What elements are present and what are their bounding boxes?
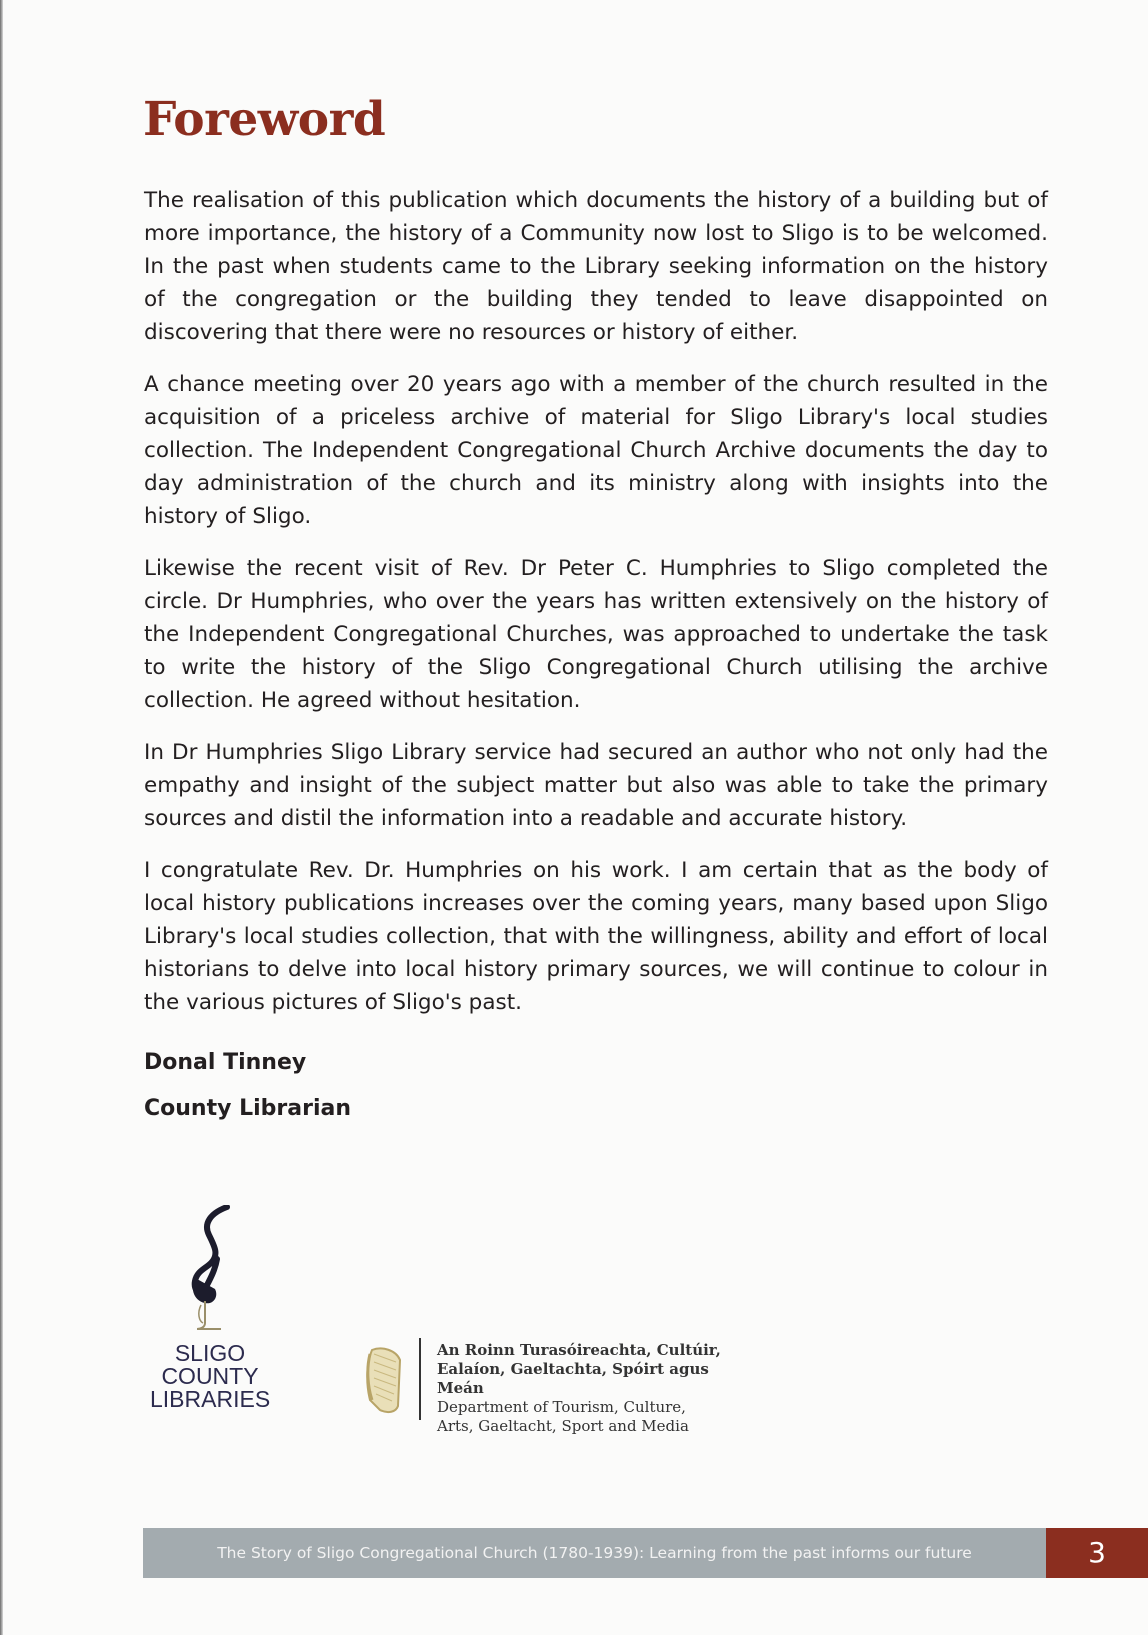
harp-icon xyxy=(362,1344,406,1416)
footer-title: The Story of Sligo Congregational Church (1780-1939): Learning from the past informs our future xyxy=(217,1544,972,1562)
heron-icon xyxy=(175,1205,245,1335)
paragraph-2: A chance meeting over 20 years ago with a member of the church resulted in the acquisition of a priceless archive of material for Sligo Library's local studies collection. The Independent Congregational Church Archive documents the day to day administration of the church and its ministry along with insights into the history of Sligo. xyxy=(144,372,1048,529)
department-irish-line-1: An Roinn Turasóireachta, Cultúir, xyxy=(437,1341,721,1359)
page-edge xyxy=(0,0,3,1635)
page-title: Foreword xyxy=(143,92,386,147)
page-number: 3 xyxy=(1088,1536,1106,1569)
page-number-box xyxy=(1046,1528,1148,1578)
department-logo xyxy=(362,1338,742,1435)
signatory-role: County Librarian xyxy=(144,1096,352,1121)
paragraph-3: Likewise the recent visit of Rev. Dr Peter C. Humphries to Sligo completed the circle. Dr Humphries, who over the years has written extensively on the history of the Independent Congregational Churches, was approached to undertake the task to write the history of the Sligo Congregational Church utilising the archive collection. He agreed without hesitation. xyxy=(144,556,1048,713)
sligo-logo-line-3: LIBRARIES xyxy=(150,1386,271,1412)
sligo-county-libraries-logo xyxy=(150,1205,270,1425)
paragraph-1: The realisation of this publication which documents the history of a building but of more importance, the history of a Community now lost to Sligo is to be welcomed. In the past when students came to the Library seeking information on the history of the congregation or the building they tended to leave disappointed on discovering that there were no resources or history of either. xyxy=(144,188,1048,345)
foreword-body xyxy=(144,184,1048,1038)
paragraph-4: In Dr Humphries Sligo Library service had secured an author who not only had the empathy and insight of the subject matter but also was able to take the primary sources and distil the information into a readable and accurate history. xyxy=(144,740,1048,831)
sligo-logo-text xyxy=(150,1342,270,1411)
department-name xyxy=(437,1341,742,1436)
logo-divider xyxy=(419,1338,421,1420)
department-english-line-2: Arts, Gaeltacht, Sport and Media xyxy=(437,1417,689,1435)
sligo-logo-line-1: SLIGO xyxy=(174,1340,246,1366)
department-irish-line-2: Ealaíon, Gaeltachta, Spóirt agus Meán xyxy=(437,1360,709,1397)
signature-block xyxy=(144,1050,351,1142)
footer-band xyxy=(143,1528,1046,1578)
signatory-name: Donal Tinney xyxy=(144,1050,307,1075)
department-english-line-1: Department of Tourism, Culture, xyxy=(437,1398,686,1416)
sligo-logo-line-2: COUNTY xyxy=(161,1363,259,1389)
paragraph-5: I congratulate Rev. Dr. Humphries on his work. I am certain that as the body of local history publications increases over the coming years, many based upon Sligo Library's local studies collection, that with the willingness, ability and effort of local historians to delve into local history primary sources, we will continue to colour in the various pictures of Sligo's past. xyxy=(144,858,1048,1015)
